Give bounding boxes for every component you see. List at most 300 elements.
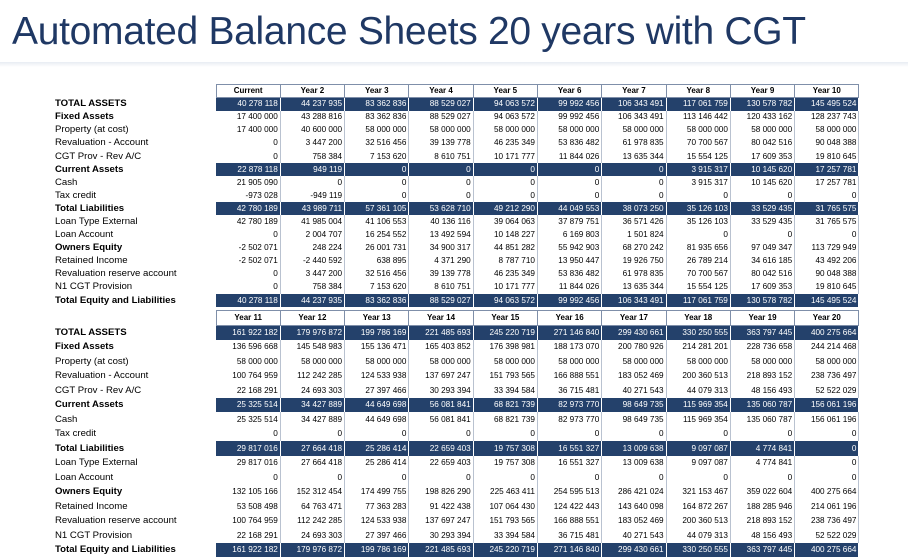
cell-value: 25 325 514: [216, 412, 280, 427]
cell-value: 44 049 553: [537, 202, 601, 215]
cell-value: 0: [537, 176, 601, 189]
row-label: Owners Equity: [55, 242, 123, 254]
cell-value: 17 257 781: [795, 176, 859, 189]
row-label: Owners Equity: [55, 486, 123, 498]
cell-value: 198 826 290: [409, 485, 473, 500]
cell-value: 94 063 572: [473, 98, 537, 111]
cell-value: 161 922 182: [216, 543, 280, 557]
cell-value: 330 250 555: [666, 543, 730, 557]
cell-value: 0: [602, 176, 666, 189]
year-header: Year 9: [730, 85, 794, 98]
row-label: Loan Account: [55, 229, 114, 241]
cell-value: 161 922 182: [216, 325, 280, 340]
cell-value: 26 789 214: [666, 255, 730, 268]
row-total-assets: [54, 98, 859, 111]
cell-value: 0: [537, 163, 601, 176]
cell-value: 0: [537, 427, 601, 442]
row-label: Fixed Assets: [55, 341, 114, 353]
row-label: Property (at cost): [55, 355, 129, 367]
cell-value: 4 371 290: [409, 255, 473, 268]
cell-value: 1 501 824: [602, 229, 666, 242]
cell-value: 35 126 103: [666, 202, 730, 215]
cell-value: 0: [216, 470, 280, 485]
cell-value: 25 286 414: [345, 441, 409, 456]
cell-value: 0: [666, 427, 730, 442]
cell-value: 200 360 513: [666, 369, 730, 384]
cell-value: 0: [216, 281, 280, 294]
balance-sheet-years-1-10: [54, 84, 859, 307]
cell-value: 244 214 468: [795, 340, 859, 355]
cell-value: 363 797 445: [730, 325, 794, 340]
year-header: Year 17: [602, 311, 666, 326]
cell-value: 40 271 543: [602, 528, 666, 543]
cell-value: 145 548 983: [280, 340, 344, 355]
row-label: Current Assets: [54, 398, 216, 413]
cell-value: 68 821 739: [473, 398, 537, 413]
cell-value: 299 430 661: [602, 543, 666, 557]
cell-value: 40 600 000: [280, 124, 344, 137]
cell-value: 0: [730, 470, 794, 485]
row-revaluation-account: [54, 369, 859, 384]
cell-value: 10 148 227: [473, 229, 537, 242]
cell-value: 0: [473, 176, 537, 189]
cell-value: 188 173 070: [537, 340, 601, 355]
cell-value: 24 693 303: [280, 383, 344, 398]
cell-value: 4 774 841: [730, 456, 794, 471]
cell-value: -2 440 592: [280, 255, 344, 268]
cell-value: 13 492 594: [409, 229, 473, 242]
row-label: CGT Prov - Rev A/C: [55, 150, 142, 162]
cell-value: 363 797 445: [730, 543, 794, 557]
cell-value: 179 976 872: [280, 325, 344, 340]
cell-value: 46 235 349: [473, 268, 537, 281]
cell-value: 6 169 803: [537, 229, 601, 242]
cell-value: 53 836 482: [537, 137, 601, 150]
cell-value: 199 786 169: [345, 543, 409, 557]
cell-value: 52 522 029: [795, 383, 859, 398]
cell-value: 117 061 759: [666, 294, 730, 307]
cell-value: 183 052 469: [602, 369, 666, 384]
cell-value: 58 000 000: [409, 124, 473, 137]
cell-value: 10 145 620: [730, 176, 794, 189]
cell-value: 22 659 403: [409, 456, 473, 471]
cell-value: 3 915 317: [666, 163, 730, 176]
row-label: Cash: [55, 176, 78, 188]
cell-value: 0: [409, 163, 473, 176]
row-label: Loan Type External: [55, 215, 138, 227]
row-label: Tax credit: [55, 189, 97, 201]
row-tax-credit: [54, 427, 859, 442]
cell-value: 200 780 926: [602, 340, 666, 355]
cell-value: 0: [216, 229, 280, 242]
cell-value: 0: [730, 189, 794, 202]
cell-value: 58 000 000: [409, 354, 473, 369]
row-owners-equity: [54, 242, 859, 255]
cell-value: 152 312 454: [280, 485, 344, 500]
cell-value: 36 715 481: [537, 383, 601, 398]
year-header: Year 18: [666, 311, 730, 326]
cell-value: 9 097 087: [666, 441, 730, 456]
cell-value: 24 693 303: [280, 528, 344, 543]
cell-value: 80 042 516: [730, 137, 794, 150]
cell-value: 42 780 189: [216, 202, 280, 215]
cell-value: 29 817 016: [216, 456, 280, 471]
cell-value: 58 000 000: [795, 354, 859, 369]
cell-value: 82 973 770: [537, 398, 601, 413]
row-property-at-cost: [54, 354, 859, 369]
cell-value: 40 278 118: [216, 294, 280, 307]
row-label: Fixed Assets: [55, 111, 114, 123]
row-label: N1 CGT Provision: [55, 281, 133, 293]
cell-value: 0: [602, 189, 666, 202]
cell-value: 0: [345, 163, 409, 176]
cell-value: 16 551 327: [537, 441, 601, 456]
cell-value: 19 757 308: [473, 441, 537, 456]
cell-value: 0: [345, 427, 409, 442]
row-label: Cash: [55, 413, 78, 425]
cell-value: 40 271 543: [602, 383, 666, 398]
cell-value: 321 153 467: [666, 485, 730, 500]
cell-value: 3 915 317: [666, 176, 730, 189]
cell-value: 17 609 353: [730, 150, 794, 163]
cell-value: 58 000 000: [602, 354, 666, 369]
cell-value: 0: [795, 441, 859, 456]
year-header: Year 6: [537, 85, 601, 98]
cell-value: 0: [345, 189, 409, 202]
cell-value: 43 288 816: [280, 111, 344, 124]
cell-value: 143 640 098: [602, 499, 666, 514]
cell-value: 27 397 466: [345, 528, 409, 543]
row-revaluation-reserve-account: [54, 514, 859, 529]
cell-value: 61 978 835: [602, 268, 666, 281]
cell-value: 61 978 835: [602, 137, 666, 150]
row-loan-type-external: [54, 215, 859, 228]
cell-value: 10 171 777: [473, 281, 537, 294]
cell-value: 33 529 435: [730, 215, 794, 228]
cell-value: 99 992 456: [537, 98, 601, 111]
cell-value: 117 061 759: [666, 98, 730, 111]
cell-value: 44 079 313: [666, 528, 730, 543]
cell-value: 0: [216, 137, 280, 150]
cell-value: 3 447 200: [280, 137, 344, 150]
cell-value: 11 844 026: [537, 281, 601, 294]
cell-value: 22 168 291: [216, 528, 280, 543]
cell-value: 218 893 152: [730, 514, 794, 529]
year-header: Current: [216, 85, 280, 98]
cell-value: 238 736 497: [795, 514, 859, 529]
cell-value: 58 000 000: [537, 124, 601, 137]
cell-value: 64 763 471: [280, 499, 344, 514]
cell-value: 27 664 418: [280, 441, 344, 456]
cell-value: 9 097 087: [666, 456, 730, 471]
cell-value: 52 522 029: [795, 528, 859, 543]
cell-value: 130 578 782: [730, 294, 794, 307]
row-label: Total Equity and Liabilities: [54, 543, 216, 557]
cell-value: 13 635 344: [602, 150, 666, 163]
cell-value: 19 757 308: [473, 456, 537, 471]
row-current-assets: [54, 398, 859, 413]
cell-value: 48 156 493: [730, 528, 794, 543]
cell-value: 0: [795, 456, 859, 471]
cell-value: 56 081 841: [409, 398, 473, 413]
cell-value: 15 554 125: [666, 150, 730, 163]
row-label: Total Liabilities: [54, 202, 216, 215]
year-header: Year 12: [280, 311, 344, 326]
row-fixed-assets: [54, 340, 859, 355]
cell-value: 70 700 567: [666, 137, 730, 150]
cell-value: 88 529 027: [409, 294, 473, 307]
row-label: Revaluation - Account: [55, 370, 149, 382]
cell-value: 0: [409, 470, 473, 485]
header-spacer: [54, 311, 216, 326]
cell-value: -2 502 071: [216, 242, 280, 255]
cell-value: 22 168 291: [216, 383, 280, 398]
cell-value: 758 384: [280, 281, 344, 294]
cell-value: 0: [602, 470, 666, 485]
cell-value: 238 736 497: [795, 369, 859, 384]
cell-value: 245 220 719: [473, 543, 537, 557]
cell-value: 221 485 693: [409, 543, 473, 557]
cell-value: 82 973 770: [537, 412, 601, 427]
cell-value: 156 061 196: [795, 412, 859, 427]
cell-value: 58 000 000: [345, 354, 409, 369]
cell-value: 113 146 442: [666, 111, 730, 124]
row-label: TOTAL ASSETS: [54, 98, 216, 111]
row-loan-account: [54, 229, 859, 242]
cell-value: 48 156 493: [730, 383, 794, 398]
cell-value: 166 888 551: [537, 514, 601, 529]
cell-value: 245 220 719: [473, 325, 537, 340]
cell-value: 94 063 572: [473, 294, 537, 307]
cell-value: 44 851 282: [473, 242, 537, 255]
cell-value: 57 361 105: [345, 202, 409, 215]
cell-value: 42 780 189: [216, 215, 280, 228]
row-total-equity-and-liabilities: [54, 543, 859, 557]
cell-value: 115 969 354: [666, 412, 730, 427]
cell-value: 0: [280, 470, 344, 485]
cell-value: 0: [473, 427, 537, 442]
cell-value: -949 119: [280, 189, 344, 202]
cell-value: 0: [345, 176, 409, 189]
cell-value: 44 649 698: [345, 398, 409, 413]
cell-value: 179 976 872: [280, 543, 344, 557]
cell-value: 7 153 620: [345, 150, 409, 163]
balance-sheet-years-11-20: [54, 310, 859, 557]
row-owners-equity: [54, 485, 859, 500]
cell-value: 254 595 513: [537, 485, 601, 500]
cell-value: 124 422 443: [537, 499, 601, 514]
row-cash: [54, 176, 859, 189]
cell-value: 16 551 327: [537, 456, 601, 471]
cell-value: 13 009 638: [602, 441, 666, 456]
cell-value: 32 516 456: [345, 137, 409, 150]
cell-value: -973 028: [216, 189, 280, 202]
cell-value: 949 119: [280, 163, 344, 176]
cell-value: 98 649 735: [602, 398, 666, 413]
row-loan-account: [54, 470, 859, 485]
cell-value: 29 817 016: [216, 441, 280, 456]
row-label: Retained Income: [55, 255, 128, 267]
cell-value: 174 499 755: [345, 485, 409, 500]
cell-value: 58 000 000: [216, 354, 280, 369]
cell-value: 124 533 938: [345, 514, 409, 529]
cell-value: 0: [216, 268, 280, 281]
cell-value: 106 343 491: [602, 111, 666, 124]
cell-value: 88 529 027: [409, 98, 473, 111]
cell-value: 49 212 290: [473, 202, 537, 215]
cell-value: 21 905 090: [216, 176, 280, 189]
year-header-row: [54, 85, 859, 98]
cell-value: 17 609 353: [730, 281, 794, 294]
cell-value: 58 000 000: [473, 354, 537, 369]
cell-value: 271 146 840: [537, 325, 601, 340]
row-total-liabilities: [54, 441, 859, 456]
row-cgt-prov-rev-a-c: [54, 383, 859, 398]
cell-value: 33 394 584: [473, 528, 537, 543]
cell-value: 8 610 751: [409, 281, 473, 294]
cell-value: 137 697 247: [409, 369, 473, 384]
cell-value: 0: [280, 427, 344, 442]
cell-value: 228 736 658: [730, 340, 794, 355]
cell-value: 80 042 516: [730, 268, 794, 281]
cell-value: 19 926 750: [602, 255, 666, 268]
cell-value: 26 001 731: [345, 242, 409, 255]
cell-value: 176 398 981: [473, 340, 537, 355]
cell-value: 32 516 456: [345, 268, 409, 281]
cell-value: 106 343 491: [602, 294, 666, 307]
year-header: Year 20: [795, 311, 859, 326]
year-header-row: [54, 311, 859, 326]
row-tax-credit: [54, 189, 859, 202]
cell-value: 34 427 889: [280, 398, 344, 413]
cell-value: 97 049 347: [730, 242, 794, 255]
cell-value: 25 325 514: [216, 398, 280, 413]
cell-value: 44 079 313: [666, 383, 730, 398]
cell-value: 22 878 118: [216, 163, 280, 176]
cell-value: 58 000 000: [730, 354, 794, 369]
cell-value: 53 628 710: [409, 202, 473, 215]
cell-value: 17 257 781: [795, 163, 859, 176]
cell-value: 106 343 491: [602, 98, 666, 111]
cell-value: 99 992 456: [537, 294, 601, 307]
cell-value: 58 000 000: [666, 124, 730, 137]
cell-value: 299 430 661: [602, 325, 666, 340]
cell-value: 0: [216, 150, 280, 163]
row-cash: [54, 412, 859, 427]
cell-value: 400 275 664: [795, 543, 859, 557]
cell-value: 11 844 026: [537, 150, 601, 163]
cell-value: 145 495 524: [795, 294, 859, 307]
cell-value: 15 554 125: [666, 281, 730, 294]
cell-value: 39 139 778: [409, 268, 473, 281]
cell-value: 137 697 247: [409, 514, 473, 529]
cell-value: 16 254 552: [345, 229, 409, 242]
cell-value: 30 293 394: [409, 528, 473, 543]
cell-value: 115 969 354: [666, 398, 730, 413]
cell-value: 0: [409, 189, 473, 202]
cell-value: 0: [537, 189, 601, 202]
cell-value: 55 942 903: [537, 242, 601, 255]
cell-value: 83 362 836: [345, 111, 409, 124]
header-spacer: [54, 85, 216, 98]
cell-value: 120 433 162: [730, 111, 794, 124]
row-retained-income: [54, 255, 859, 268]
cell-value: 155 136 471: [345, 340, 409, 355]
year-header: Year 2: [280, 85, 344, 98]
cell-value: 77 363 283: [345, 499, 409, 514]
row-fixed-assets: [54, 111, 859, 124]
year-header: Year 7: [602, 85, 666, 98]
cell-value: 271 146 840: [537, 543, 601, 557]
cell-value: 135 060 787: [730, 398, 794, 413]
cell-value: 214 281 201: [666, 340, 730, 355]
year-header: Year 8: [666, 85, 730, 98]
cell-value: 225 463 411: [473, 485, 537, 500]
cell-value: 638 895: [345, 255, 409, 268]
row-label: N1 CGT Provision: [55, 529, 133, 541]
cell-value: 221 485 693: [409, 325, 473, 340]
cell-value: 39 064 063: [473, 215, 537, 228]
cell-value: 22 659 403: [409, 441, 473, 456]
cell-value: 0: [730, 427, 794, 442]
cell-value: 44 649 698: [345, 412, 409, 427]
cell-value: 0: [473, 470, 537, 485]
row-loan-type-external: [54, 456, 859, 471]
cell-value: 68 270 242: [602, 242, 666, 255]
title-divider: [0, 62, 908, 67]
cell-value: 400 275 664: [795, 325, 859, 340]
cell-value: 0: [795, 189, 859, 202]
cell-value: 58 000 000: [602, 124, 666, 137]
year-header: Year 5: [473, 85, 537, 98]
cell-value: 8 610 751: [409, 150, 473, 163]
cell-value: 40 136 116: [409, 215, 473, 228]
cell-value: 13 009 638: [602, 456, 666, 471]
cell-value: 136 596 668: [216, 340, 280, 355]
cell-value: 107 064 430: [473, 499, 537, 514]
cell-value: 128 237 743: [795, 111, 859, 124]
cell-value: 200 360 513: [666, 514, 730, 529]
cell-value: 248 224: [280, 242, 344, 255]
cell-value: 56 081 841: [409, 412, 473, 427]
row-current-assets: [54, 163, 859, 176]
cell-value: 400 275 664: [795, 485, 859, 500]
row-label: Revaluation - Account: [55, 137, 149, 149]
row-total-liabilities: [54, 202, 859, 215]
cell-value: 58 000 000: [795, 124, 859, 137]
cell-value: 199 786 169: [345, 325, 409, 340]
cell-value: 0: [602, 163, 666, 176]
cell-value: 27 397 466: [345, 383, 409, 398]
year-header: Year 10: [795, 85, 859, 98]
cell-value: 81 935 656: [666, 242, 730, 255]
cell-value: 100 764 959: [216, 514, 280, 529]
row-n1-cgt-provision: [54, 528, 859, 543]
cell-value: 58 000 000: [666, 354, 730, 369]
cell-value: 0: [666, 229, 730, 242]
cell-value: 13 950 447: [537, 255, 601, 268]
year-header: Year 14: [409, 311, 473, 326]
cell-value: 0: [473, 189, 537, 202]
cell-value: 0: [795, 470, 859, 485]
row-label: Total Liabilities: [54, 441, 216, 456]
cell-value: 33 394 584: [473, 383, 537, 398]
cell-value: 10 171 777: [473, 150, 537, 163]
year-header: Year 4: [409, 85, 473, 98]
cell-value: 183 052 469: [602, 514, 666, 529]
cell-value: 41 985 004: [280, 215, 344, 228]
cell-value: 151 793 565: [473, 369, 537, 384]
